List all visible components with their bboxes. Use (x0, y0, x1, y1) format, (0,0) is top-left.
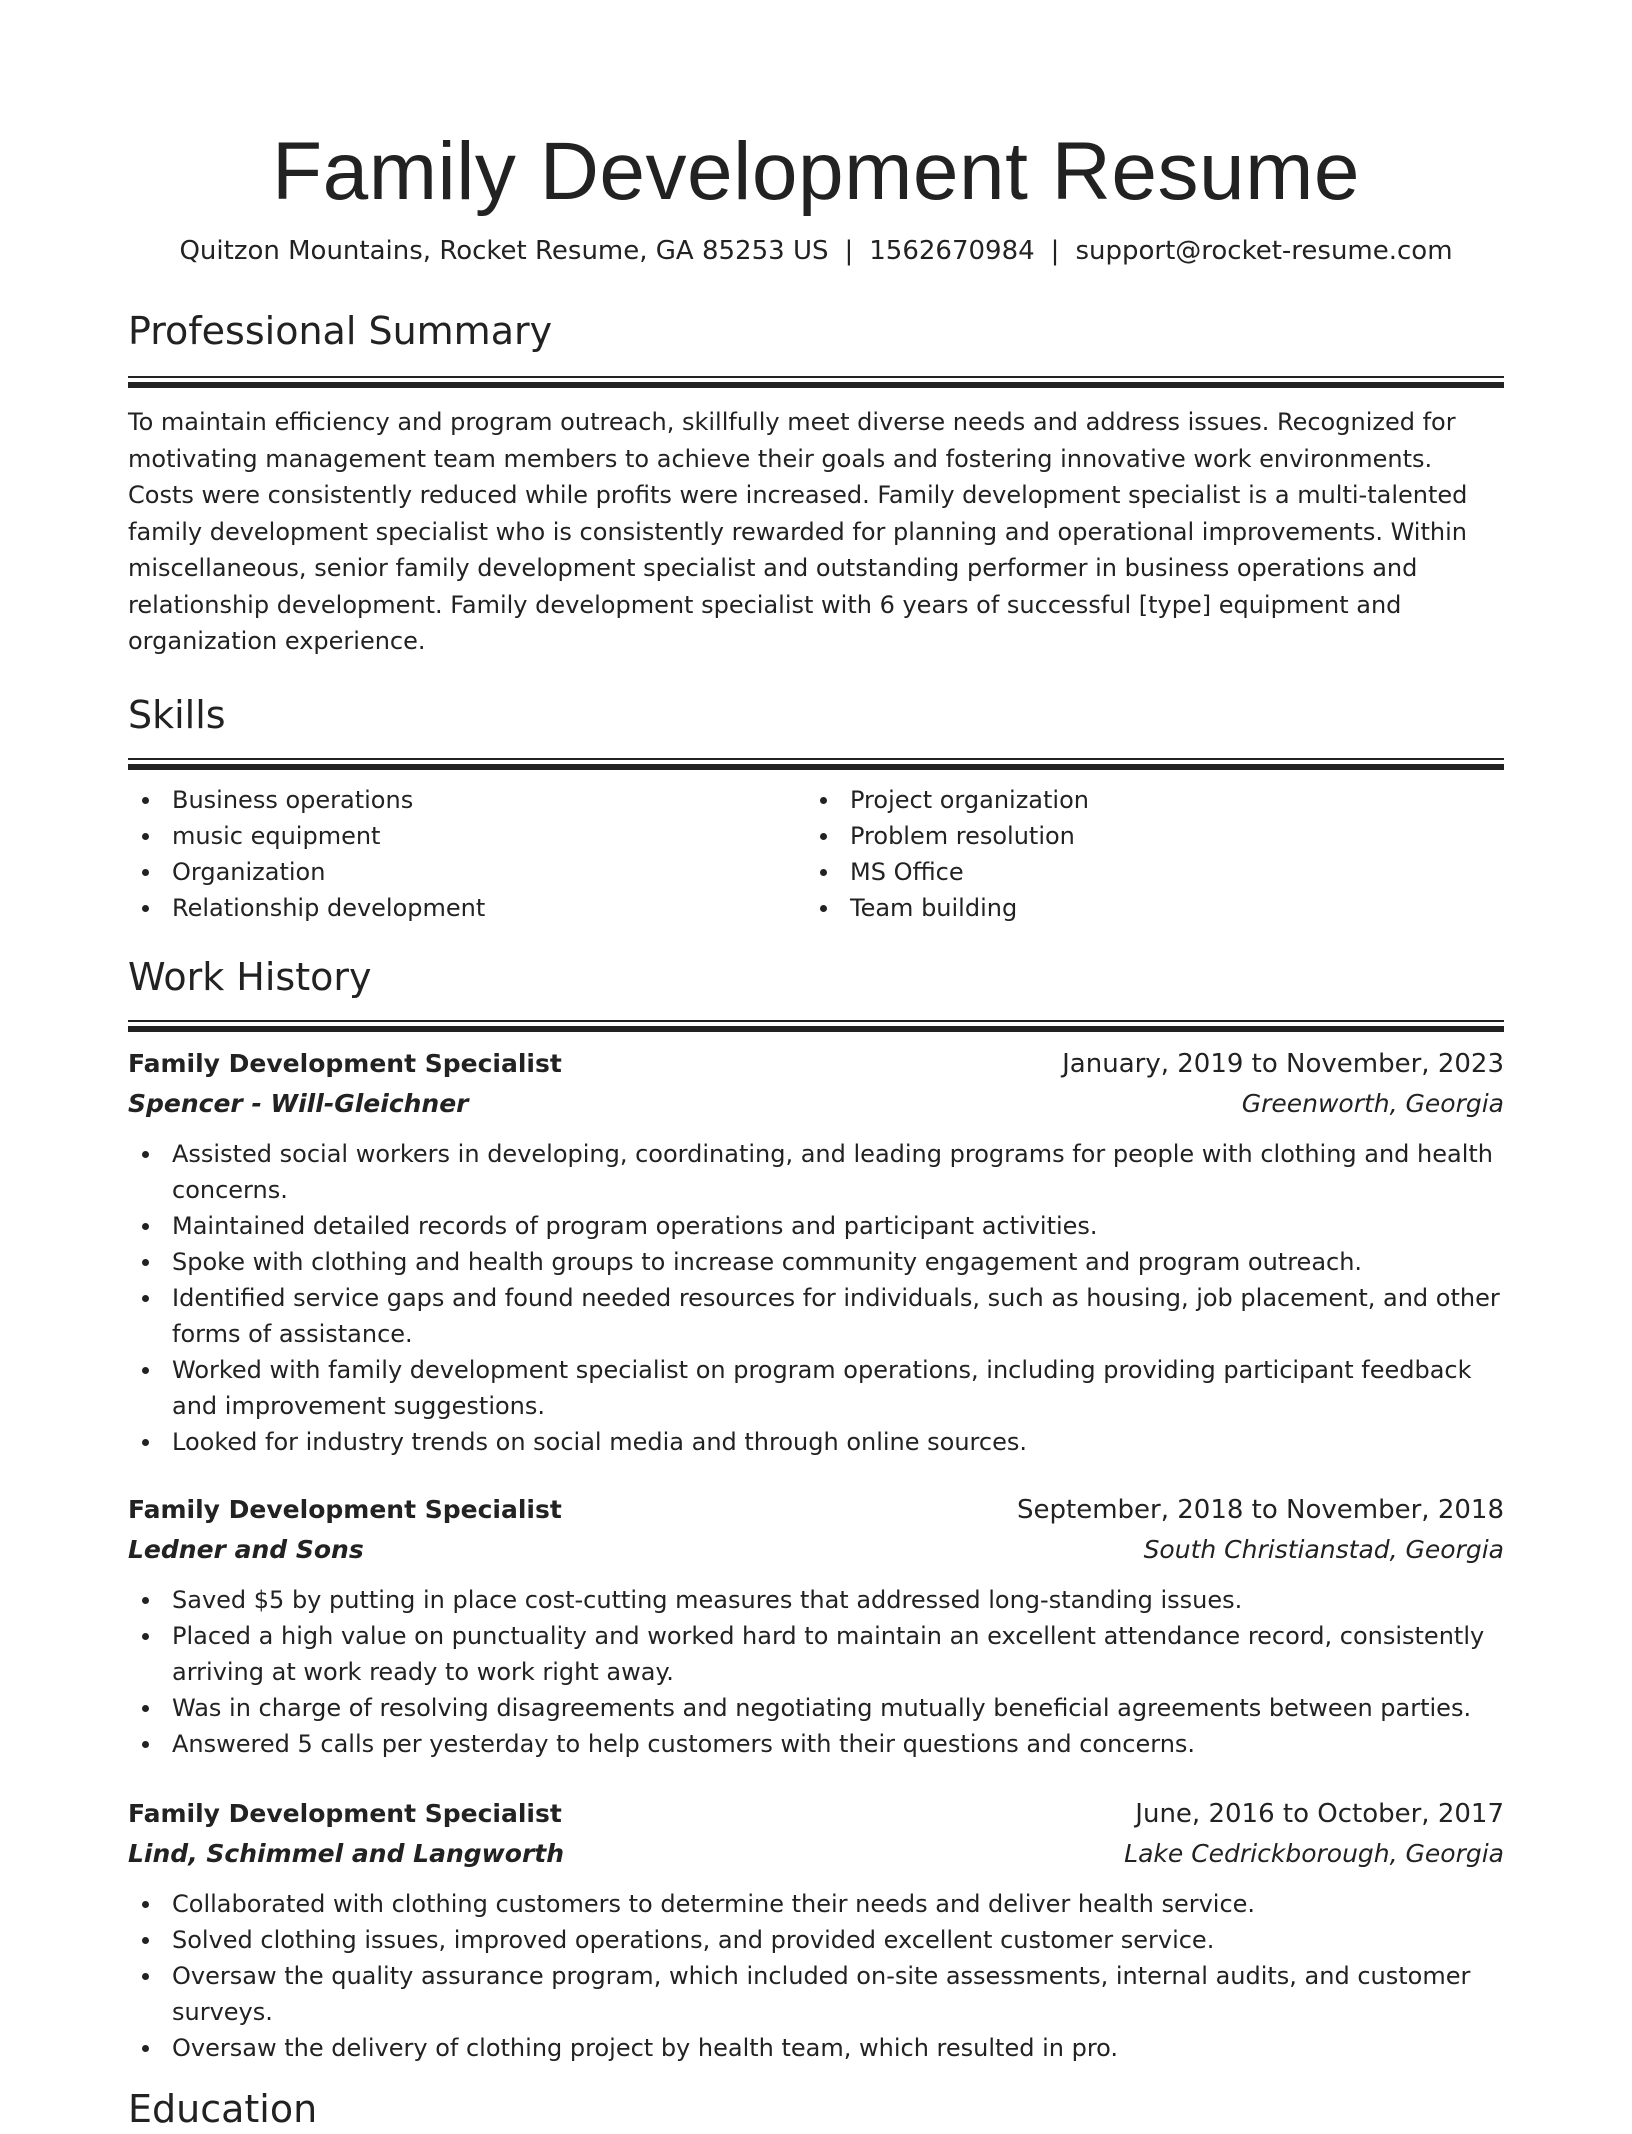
job-location: Lake Cedrickborough, Georgia (1124, 1838, 1504, 1868)
section-divider (128, 758, 1504, 760)
job-bullet: Was in charge of resolving disagreements and negotiating mutually beneficial agreements between parties. (128, 1690, 1504, 1726)
skill-item: Relationship development (128, 890, 806, 926)
job-bullet: Spoke with clothing and health groups to increase community engagement and program outreach. (128, 1244, 1504, 1280)
job-company: Lind, Schimmel and Langworth (128, 1838, 565, 1868)
job-header (128, 1794, 1504, 1834)
job-title: Family Development Specialist (128, 1048, 562, 1078)
job-location: South Christianstad, Georgia (1143, 1534, 1504, 1564)
skill-item: Problem resolution (806, 818, 1484, 854)
job-subheader (128, 1834, 1504, 1874)
skills-right-list (806, 782, 1484, 926)
section-divider (128, 376, 1504, 378)
work-history-section (128, 952, 1504, 2066)
skill-item: music equipment (128, 818, 806, 854)
job-company: Ledner and Sons (128, 1534, 364, 1564)
skill-item: Project organization (806, 782, 1484, 818)
contact-separator: | (1050, 236, 1060, 266)
resume-page (128, 0, 1504, 2134)
job-bullet: Solved clothing issues, improved operations, and provided excellent customer service. (128, 1922, 1504, 1958)
job-bullet-list (128, 1582, 1504, 1762)
job-title: Family Development Specialist (128, 1494, 562, 1524)
skill-item: MS Office (806, 854, 1484, 890)
job-entry (128, 1044, 1504, 1460)
job-bullet: Oversaw the quality assurance program, which included on-site assessments, internal audits, and customer surveys. (128, 1958, 1504, 2030)
job-dates: September, 2018 to November, 2018 (1017, 1494, 1504, 1525)
summary-text: To maintain efficiency and program outreach, skillfully meet diverse needs and address issues. Recognized for motivating management team members to achieve their goals and fostering innovative work environments. Costs were consistently reduced while profits were increased. Family development specialist is a multi-talented family development specialist who is consistently rewarded for planning and operational improvements. Within miscellaneous, senior family development specialist and outstanding performer in business operations and relationship development. Family development specialist with 6 years of successful [type] equipment and organization experience. (128, 408, 1468, 655)
job-bullet-list (128, 1886, 1504, 2066)
job-subheader (128, 1530, 1504, 1570)
skill-item: Team building (806, 890, 1484, 926)
job-bullet: Identified service gaps and found needed resources for individuals, such as housing, job placement, and other forms of assistance. (128, 1280, 1504, 1352)
job-header (128, 1044, 1504, 1084)
summary-heading: Professional Summary (128, 309, 553, 353)
job-bullet: Saved $5 by putting in place cost-cutting measures that addressed long-standing issues. (128, 1582, 1504, 1618)
job-bullet: Assisted social workers in developing, coordinating, and leading programs for people with clothing and health concerns. (128, 1136, 1504, 1208)
job-location: Greenworth, Georgia (1241, 1088, 1504, 1118)
skill-item: Business operations (128, 782, 806, 818)
job-bullet: Placed a high value on punctuality and worked hard to maintain an excellent attendance record, consistently arriving at work ready to work right away. (128, 1618, 1504, 1690)
resume-title: Family Development Resume (272, 126, 1360, 217)
job-bullet-list (128, 1136, 1504, 1460)
contact-address: Quitzon Mountains, Rocket Resume, GA 85253 US (179, 236, 829, 266)
job-title: Family Development Specialist (128, 1798, 562, 1828)
job-header (128, 1490, 1504, 1530)
job-entry (128, 1490, 1504, 1762)
contact-email: support@rocket-resume.com (1075, 236, 1453, 266)
skill-item: Organization (128, 854, 806, 890)
job-bullet: Worked with family development specialist on program operations, including providing participant feedback and improvement suggestions. (128, 1352, 1504, 1424)
contact-line (128, 234, 1504, 268)
job-bullet: Looked for industry trends on social media and through online sources. (128, 1424, 1504, 1460)
skills-section (128, 690, 1504, 926)
job-dates: January, 2019 to November, 2023 (1062, 1048, 1504, 1079)
skills-left-list (128, 782, 806, 926)
section-divider (128, 1020, 1504, 1022)
contact-separator: | (844, 236, 854, 266)
education-heading: Education (128, 2086, 318, 2131)
job-bullet: Maintained detailed records of program operations and participant activities. (128, 1208, 1504, 1244)
work-history-heading: Work History (128, 954, 372, 999)
job-subheader (128, 1084, 1504, 1124)
summary-section (128, 306, 1504, 660)
skills-grid (128, 782, 1504, 926)
contact-phone: 1562670984 (869, 236, 1035, 266)
job-dates: June, 2016 to October, 2017 (1135, 1798, 1504, 1829)
job-bullet: Answered 5 calls per yesterday to help customers with their questions and concerns. (128, 1726, 1504, 1762)
job-entry (128, 1794, 1504, 2066)
job-company: Spencer - Will-Gleichner (128, 1088, 469, 1118)
education-section (128, 2084, 1504, 2134)
skills-heading: Skills (128, 692, 226, 737)
job-bullet: Oversaw the delivery of clothing project by health team, which resulted in pro. (128, 2030, 1504, 2066)
job-bullet: Collaborated with clothing customers to determine their needs and deliver health service. (128, 1886, 1504, 1922)
